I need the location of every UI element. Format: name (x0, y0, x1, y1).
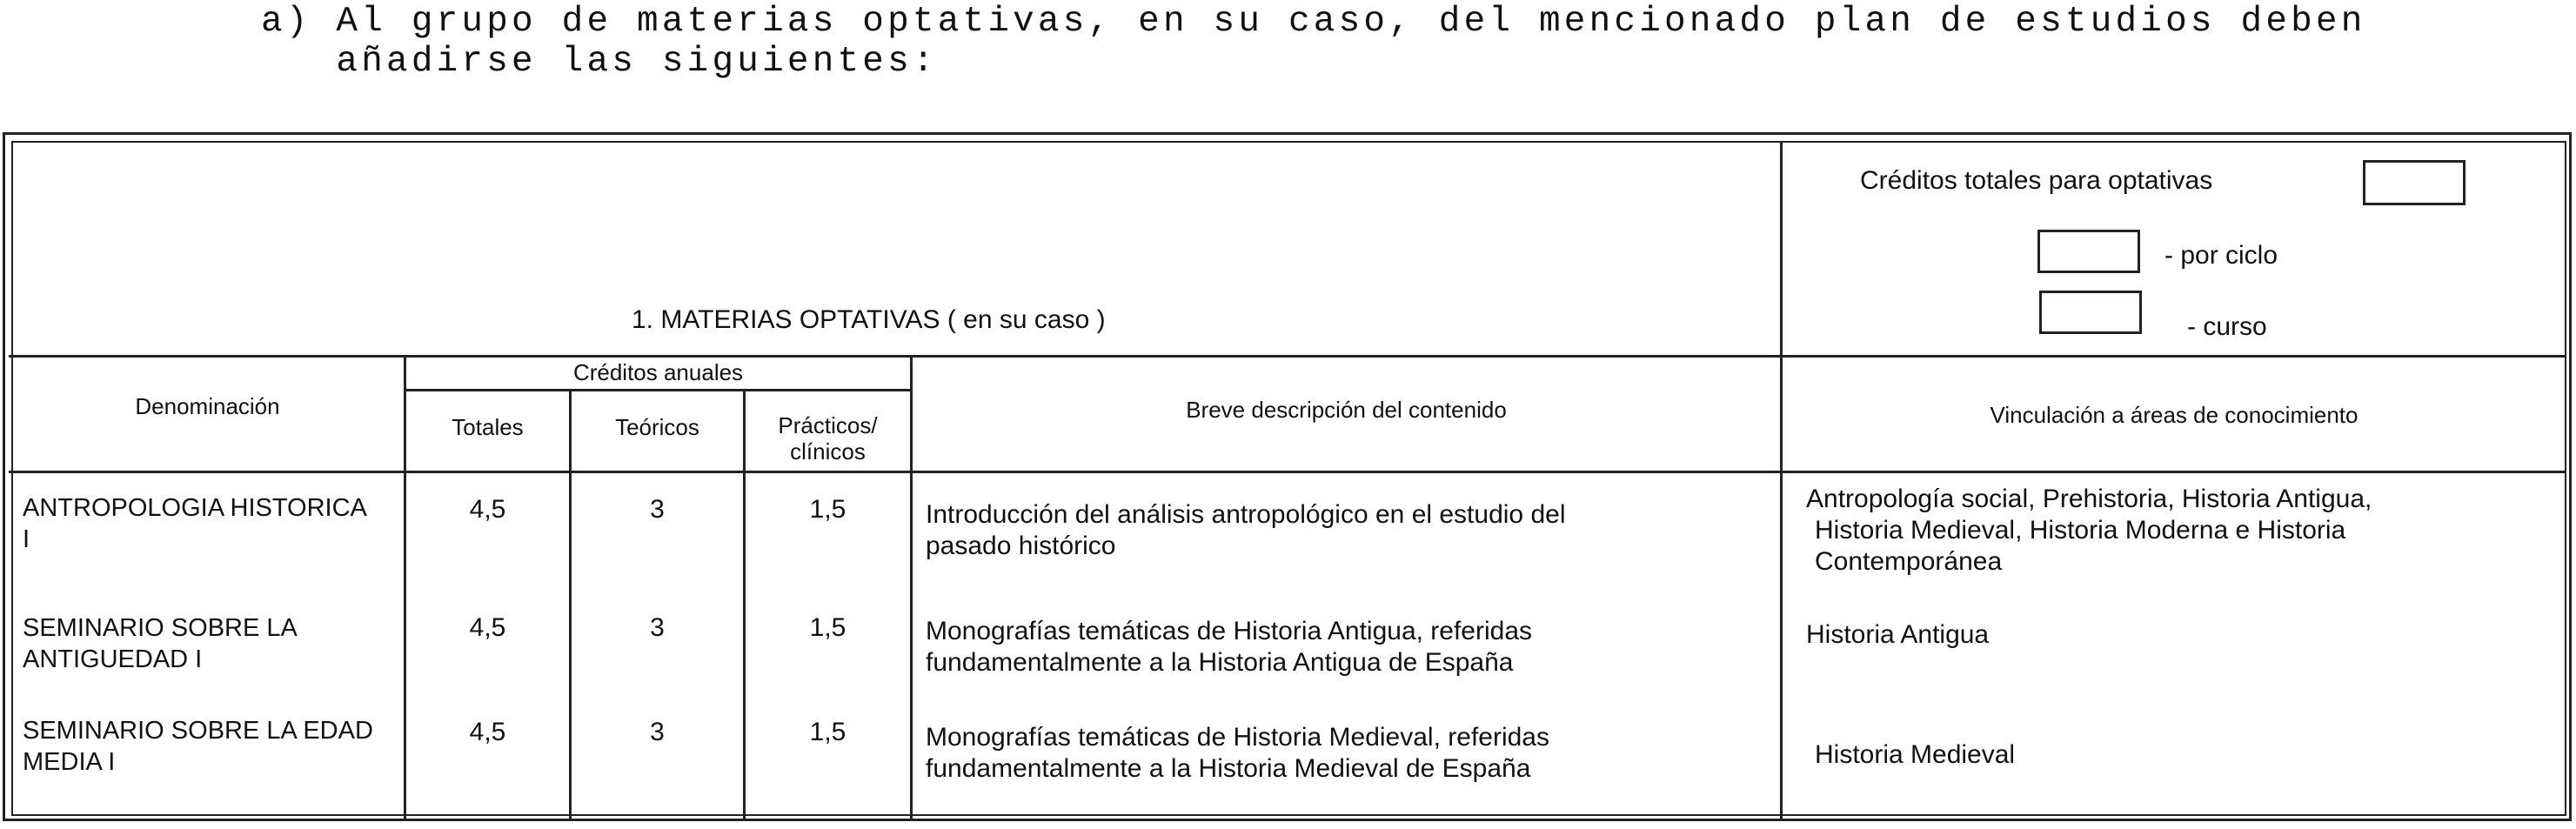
row-3-denominacion-line-2: MEDIA I (23, 748, 116, 776)
row-2-denominacion-line-2: ANTIGUEDAD I (23, 645, 203, 673)
col-header-creditos-anuales: Créditos anuales (572, 359, 744, 385)
por-ciclo-label: - por ciclo (2165, 241, 2278, 270)
row-3-practicos: 1,5 (809, 718, 846, 746)
row-3-descripcion-line-2: fundamentalmente a la Historia Medieval de España (926, 754, 1531, 783)
row-1-descripcion-line-2: pasado histórico (926, 531, 1116, 560)
row-2-denominacion (23, 612, 402, 675)
intro-line-2: añadirse las siguientes: (261, 42, 938, 82)
row-1-vinculacion (1806, 484, 2572, 578)
row-2-descripcion-line-1: Monografías temáticas de Historia Antigua, referidas (926, 617, 1533, 645)
col-header-practicos-line-2: clínicos (790, 438, 866, 465)
row-1-practicos: 1,5 (809, 495, 846, 524)
curso-box (2039, 291, 2142, 334)
col-header-practicos (746, 412, 910, 465)
row-3-descripcion-line-1: Monografías temáticas de Historia Medieval, referidas (926, 723, 1549, 752)
row-3-denominacion-line-1: SEMINARIO SOBRE LA EDAD (23, 717, 373, 745)
row-1-descripcion-line-1: Introducción del análisis antropológico en el estudio del (926, 500, 1566, 529)
por-ciclo-box (2037, 230, 2140, 273)
row-1-denominacion (23, 492, 402, 555)
row-2-descripcion-line-2: fundamentalmente a la Historia Antigua de España (926, 648, 1514, 677)
row-2-totales: 4,5 (469, 613, 506, 642)
col-header-vinculacion: Vinculación a áreas de conocimiento (1990, 402, 2359, 428)
col-divider-teoricos (569, 389, 572, 819)
curso-label: - curso (2187, 312, 2267, 341)
section-title: 1. MATERIAS OPTATIVAS ( en su caso ) (632, 305, 1106, 334)
row-2-denominacion-line-1: SEMINARIO SOBRE LA (23, 614, 298, 642)
col-header-practicos-line-1: Prácticos/ (778, 412, 878, 438)
col-divider-vinculacion (1780, 141, 1783, 819)
row-1-vinculacion-line-1: Antropología social, Prehistoria, Historia Antigua, (1806, 485, 2372, 513)
row-1-teoricos: 3 (650, 495, 665, 524)
row-2-descripcion (926, 616, 1778, 679)
header-divider (9, 355, 2566, 358)
row-3-teoricos: 3 (650, 718, 665, 746)
row-3-totales: 4,5 (469, 718, 506, 746)
row-3-descripcion (926, 722, 1778, 785)
intro-line-1: a) Al grupo de materias optativas, en su caso, del mencionado plan de estudios deben (261, 2, 2366, 42)
row-1-descripcion (926, 499, 1778, 562)
creditos-totales-box (2363, 160, 2466, 205)
row-1-totales: 4,5 (469, 495, 506, 524)
col-header-teoricos: Teóricos (615, 414, 699, 440)
row-1-denominacion-line-1: ANTROPOLOGIA HISTORICA (23, 494, 367, 522)
column-header-bottom (9, 471, 2566, 473)
intro-text (261, 2, 2488, 82)
row-2-vinculacion: Historia Antigua (1806, 620, 1990, 649)
row-1-vinculacion-line-2: Historia Medieval, Historia Moderna e Historia (1815, 516, 2346, 545)
col-divider-descripcion (910, 355, 913, 819)
row-1-denominacion-line-2: I (23, 525, 30, 553)
col-header-totales: Totales (452, 414, 524, 440)
creditos-anuales-divider (404, 389, 912, 391)
col-header-descripcion: Breve descripción del contenido (1186, 397, 1507, 423)
row-3-denominacion (23, 715, 402, 778)
row-1-vinculacion-line-3: Contemporánea (1815, 547, 2003, 576)
row-2-practicos: 1,5 (809, 613, 846, 642)
creditos-totales-label: Créditos totales para optativas (1860, 166, 2213, 195)
row-3-vinculacion: Historia Medieval (1815, 740, 2016, 769)
row-2-teoricos: 3 (650, 613, 665, 642)
col-header-denominacion: Denominación (135, 393, 280, 419)
